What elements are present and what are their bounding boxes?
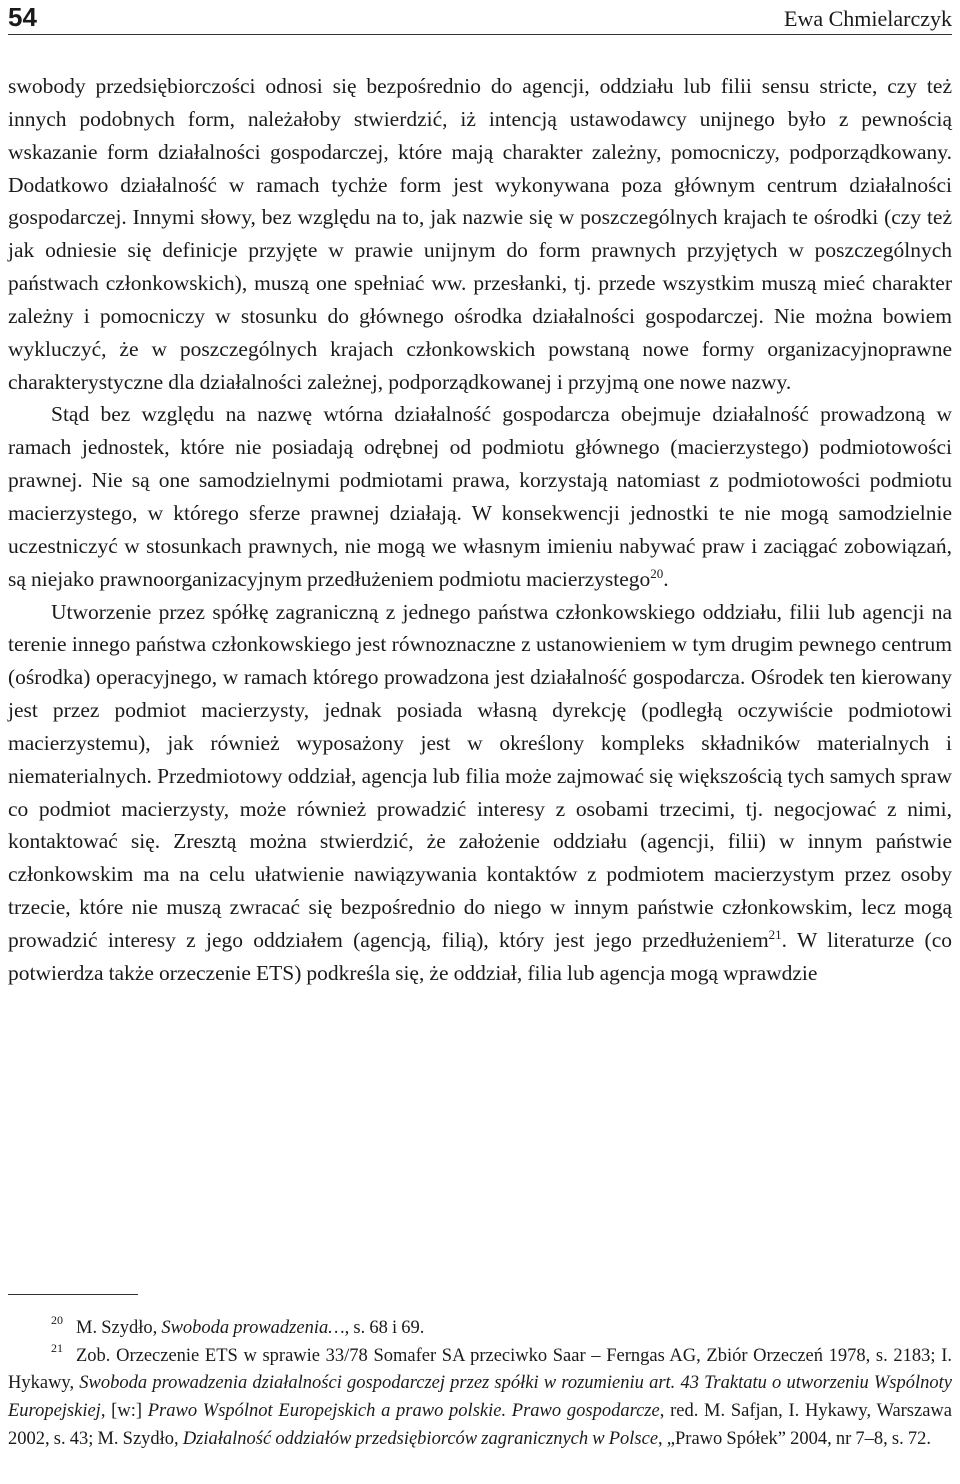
footnotes xyxy=(8,1315,952,1454)
footnote-title: Swoboda prowadzenia… xyxy=(161,1318,345,1338)
paragraph-1-text: swobody przedsiębiorczości odnosi się bezpośrednio do agencji, oddziału lub filii sensu stricte, czy też innych podobnych form, należałoby stwierdzić, iż intencją ustawodawcy unijnego było z pewnością wskazanie form działalności gospodarczej, które mają charakter zależny, pomocniczy, podporządkowany. Dodatkowo działalność w ramach tychże form jest wykonywana poza głównym centrum działalności gospodarczej. Innymi słowy, bez względu na to, jak nazwie się w poszczególnych krajach te ośrodki (czy też jak odniesie się definicje przyjęte w prawie unijnym do form prawnych przyjętych w poszczególnych państwach członkowskich), muszą one spełniać ww. przesłanki, tj. przede wszystkim muszą mieć charakter zależny i pomocniczy w stosunku do głównego ośrodka działalności gospodarczej. Nie można bowiem wykluczyć, że w poszczególnych krajach członkowskich powstaną nowe formy organizacyjnoprawne charakterystyczne dla działalności zależnej, podporządkowanej i przyjmą one nowe nazwy. xyxy=(8,74,952,394)
footnote-text: , [w:] xyxy=(100,1401,148,1422)
header-rule xyxy=(8,34,952,35)
footnote-ref-20[interactable]: 20 xyxy=(650,565,664,581)
footnote-title: Działalność oddziałów przedsiębiorców zagranicznych w Polsce xyxy=(182,1428,659,1449)
footnote-text: , red. M. Safjan, I. Hykawy, Warszawa 2002, s. 43; M. Szydło, xyxy=(8,1401,953,1449)
footnote-title: Prawo Wspólnot Europejskich a prawo polskie. Prawo gospodarcze xyxy=(147,1401,660,1422)
paragraph-2-text: Stąd bez względu na nazwę wtórna działalność gospodarcza obejmuje działalność prowadzoną w ramach jednostek, które nie posiadają odrębnej od podmiotu głównego (macierzystego) podmiotowości prawnej. Nie są one samodzielnymi podmiotami prawa, korzystają natomiast z podmiotowości podmiotu macierzystego, w którego sferze prawnej działają. W konsekwencji jednostki te nie mogą samodzielnie uczestniczyć w stosunkach prawnych, nie mogą we własnym imieniu nabywać praw i zaciągać zobowiązań, są niejako prawnoorganizacyjnym przedłużeniem podmiotu macierzystego xyxy=(8,402,952,591)
main-text xyxy=(8,70,952,990)
paragraph-3 xyxy=(8,596,952,990)
footnote-20 xyxy=(8,1315,952,1343)
footnote-title: Swoboda prowadzenia działalności gospodarczej przez spółki w rozumieniu art. 43 Traktatu o utworzeniu Wspólnoty Europejskiej xyxy=(8,1373,952,1422)
footnote-ref-21[interactable]: 21 xyxy=(768,926,782,942)
paragraph-1 xyxy=(8,70,952,398)
paragraph-3-continuation: . W literaturze (co potwierdza także orzeczenie ETS) podkreśla się, że oddział, filia lub agencja mogą wprawdzie xyxy=(8,927,952,985)
footnote-text: M. Szydło, xyxy=(76,1318,162,1338)
footnote-number: 20 xyxy=(51,1313,63,1327)
footnote-21 xyxy=(8,1340,953,1454)
paragraph-2: Stąd bez względu na nazwę wtórna działalność gospodarcza obejmuje działalność prowadzoną w ramach jednostek, które nie posiadają odrębnej od podmiotu głównego (macierzystego) podmiotowości prawnej. Nie są one samodzielnymi podmiotami prawa, korzystają natomiast z podmiotowości podmiotu macierzystego, w którego sferze prawnej działają. W konsekwencji jednostki te nie mogą samodzielnie uczestniczyć w stosunkach prawnych, nie mogą we własnym imieniu nabywać praw i zaciągać zobowiązań, są niejako prawnoorganizacyjnym przedłużeniem podmiotu macierzystego$^{20}$. xyxy=(8,402,952,591)
paragraph-3-text: Utworzenie przez spółkę zagraniczną z jednego państwa członkowskiego oddziału, filii lub agencji na terenie innego państwa członkowskiego jest równoznaczne z ustanowieniem w tym drugim pewnego centrum (ośrodka) operacyjnego, w ramach którego prowadzona jest działalność gospodarcza. Ośrodek ten kierowany jest przez podmiot macierzysty, jednak posiada własną dyrekcję (podległą oczywiście podmiotowi macierzystemu), jak również wyposażony jest w określony kompleks składników materialnych i niematerialnych. Przedmiotowy oddział, agencja lub filia może zajmować się większością tych samych spraw co podmiot macierzysty, może również prowadzić interesy z osobami trzecimi, tj. negocjować z nimi, kontaktować się. Zresztą można stwierdzić, że założenie oddziału (agencji, filii) w innym państwie członkowskim ma na celu ułatwienie nawiązywania kontaktów z podmiotem macierzystym przez osoby trzecie, które nie muszą zwracać się bezpośrednio do niego w innym państwie członkowskim, lecz mogą prowadzić interesy z jego oddziałem (agencją, filią), który jest jego przedłużeniem xyxy=(8,599,952,952)
page-number: 54 xyxy=(8,2,37,32)
footnote-text: , „Prawo Spółek” 2004, nr 7–8, s. 72. xyxy=(658,1428,931,1449)
footnote-rule xyxy=(8,1294,138,1295)
footnote-text: Zob. Orzeczenie ETS w sprawie 33/78 Somafer SA przeciwko Saar – Ferngas AG, Zbiór Orzeczeń 1978, s. 2183; I. Hykawy, xyxy=(8,1345,952,1394)
footnote-text: , s. 68 i 69. xyxy=(344,1318,425,1338)
running-header xyxy=(8,0,952,34)
running-author: Ewa Chmielarczyk xyxy=(784,6,952,31)
footnote-number: 21 xyxy=(51,1340,63,1355)
